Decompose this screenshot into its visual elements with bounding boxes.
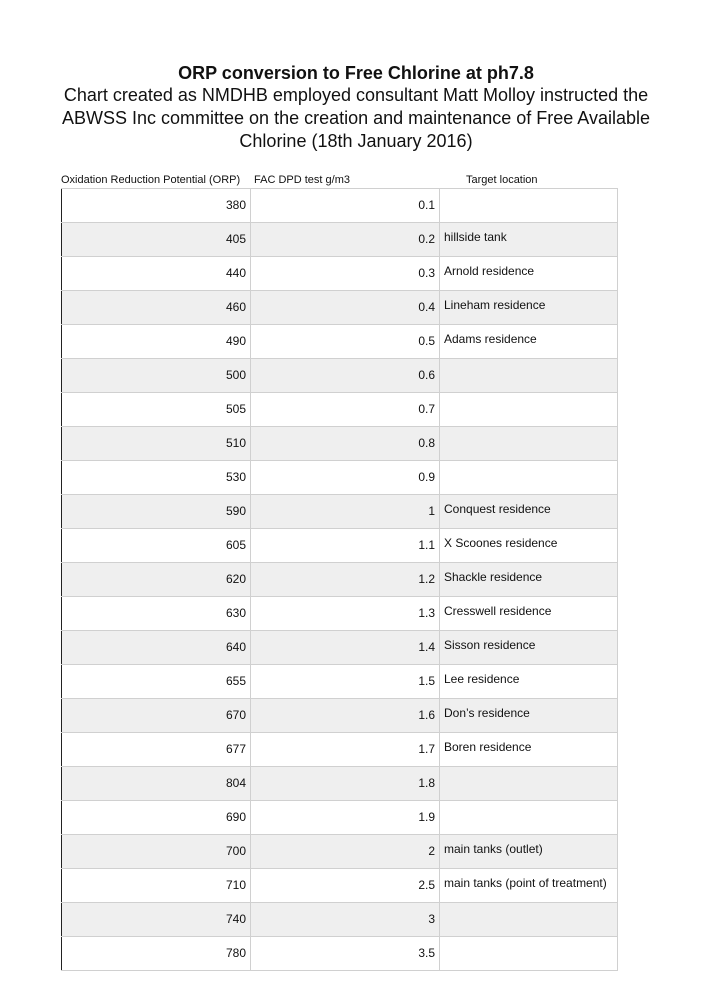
orp-cell: [62, 257, 251, 291]
orp-cell: [62, 767, 251, 801]
orp-cell: [62, 461, 251, 495]
orp-cell: [62, 325, 251, 359]
fac-cell-text: 0.4: [418, 300, 435, 314]
fac-cell-text: 1: [428, 504, 435, 518]
fac-cell-text: 1.9: [418, 810, 435, 824]
location-cell: [440, 903, 618, 937]
table-row: [62, 767, 618, 801]
fac-cell: [251, 699, 440, 733]
fac-cell: [251, 393, 440, 427]
fac-cell: [251, 563, 440, 597]
table-row: [62, 495, 618, 529]
fac-cell-text: 0.5: [418, 334, 435, 348]
location-cell: [440, 291, 618, 325]
table-row: [62, 325, 618, 359]
orp-cell-text: 710: [225, 878, 246, 892]
fac-cell-text: 0.1: [418, 198, 435, 212]
fac-cell-text: 1.7: [418, 742, 435, 756]
orp-cell: [62, 597, 251, 631]
table-row: [62, 291, 618, 325]
orp-cell-text: 677: [225, 742, 246, 756]
location-cell-text: Cresswell residence: [444, 604, 552, 618]
fac-cell: [251, 291, 440, 325]
orp-cell: [62, 835, 251, 869]
orp-cell: [62, 665, 251, 699]
location-cell-text: Lineham residence: [444, 298, 546, 312]
table-row: [62, 631, 618, 665]
location-cell-text: Conquest residence: [444, 502, 551, 516]
fac-cell: [251, 495, 440, 529]
fac-cell: [251, 665, 440, 699]
orp-cell: [62, 359, 251, 393]
fac-cell: [251, 903, 440, 937]
orp-cell-text: 605: [225, 538, 246, 552]
fac-cell: [251, 427, 440, 461]
orp-cell-text: 380: [225, 198, 246, 212]
fac-cell-text: 3.5: [418, 946, 435, 960]
location-cell: [440, 359, 618, 393]
fac-cell: [251, 359, 440, 393]
fac-cell: [251, 223, 440, 257]
fac-cell: [251, 189, 440, 223]
fac-cell-text: 2.5: [418, 878, 435, 892]
orp-cell-text: 670: [225, 708, 246, 722]
orp-cell-text: 505: [225, 402, 246, 416]
location-cell-text: main tanks (point of treatment): [444, 876, 607, 890]
table-row: [62, 359, 618, 393]
header-orp: Oxidation Reduction Potential (ORP): [61, 174, 241, 186]
fac-cell-text: 1.8: [418, 776, 435, 790]
location-cell: [440, 427, 618, 461]
location-cell: [440, 801, 618, 835]
location-cell: [440, 189, 618, 223]
location-cell: [440, 699, 618, 733]
fac-cell: [251, 835, 440, 869]
fac-cell: [251, 257, 440, 291]
fac-cell-text: 1.1: [418, 538, 435, 552]
fac-cell-text: 1.2: [418, 572, 435, 586]
location-cell: [440, 835, 618, 869]
fac-cell-text: 1.3: [418, 606, 435, 620]
fac-cell-text: 3: [428, 912, 435, 926]
conversion-table: [61, 188, 618, 971]
fac-cell-text: 0.8: [418, 436, 435, 450]
orp-cell: [62, 563, 251, 597]
location-cell: [440, 529, 618, 563]
fac-cell-text: 1.6: [418, 708, 435, 722]
fac-cell-text: 0.3: [418, 266, 435, 280]
location-cell-text: Lee residence: [444, 672, 520, 686]
orp-cell-text: 405: [225, 232, 246, 246]
orp-cell: [62, 733, 251, 767]
orp-cell-text: 700: [225, 844, 246, 858]
orp-cell: [62, 801, 251, 835]
fac-cell: [251, 597, 440, 631]
location-cell-text: Arnold residence: [444, 264, 535, 278]
location-cell: [440, 563, 618, 597]
table-row: [62, 903, 618, 937]
orp-cell: [62, 903, 251, 937]
table-row: [62, 223, 618, 257]
orp-cell-text: 620: [225, 572, 246, 586]
orp-cell-text: 655: [225, 674, 246, 688]
location-cell-text: Boren residence: [444, 740, 532, 754]
table-row: [62, 427, 618, 461]
location-cell: [440, 937, 618, 971]
orp-cell-text: 780: [225, 946, 246, 960]
header-location: Target location: [466, 174, 538, 186]
orp-cell-text: 690: [225, 810, 246, 824]
location-cell: [440, 325, 618, 359]
orp-cell-text: 460: [225, 300, 246, 314]
fac-cell: [251, 325, 440, 359]
table-row: [62, 393, 618, 427]
table-row: [62, 597, 618, 631]
fac-cell-text: 0.2: [418, 232, 435, 246]
table-row: [62, 733, 618, 767]
location-cell-text: Don’s residence: [444, 706, 530, 720]
table-row: [62, 529, 618, 563]
table-row: [62, 937, 618, 971]
table-row: [62, 801, 618, 835]
fac-cell: [251, 733, 440, 767]
location-cell: [440, 461, 618, 495]
table-row: [62, 835, 618, 869]
table-row: [62, 665, 618, 699]
location-cell-text: X Scoones residence: [444, 536, 558, 550]
orp-cell: [62, 291, 251, 325]
orp-cell: [62, 631, 251, 665]
location-cell: [440, 631, 618, 665]
table-row: [62, 563, 618, 597]
title-block: [0, 62, 712, 153]
location-cell-text: Adams residence: [444, 332, 537, 346]
orp-cell: [62, 189, 251, 223]
location-cell-text: hillside tank: [444, 230, 507, 244]
fac-cell: [251, 767, 440, 801]
location-cell: [440, 869, 618, 903]
fac-cell-text: 0.9: [418, 470, 435, 484]
location-cell-text: Sisson residence: [444, 638, 536, 652]
fac-cell: [251, 529, 440, 563]
fac-cell: [251, 937, 440, 971]
orp-cell-text: 804: [225, 776, 246, 790]
orp-cell: [62, 393, 251, 427]
fac-cell-text: 1.5: [418, 674, 435, 688]
orp-cell: [62, 529, 251, 563]
orp-cell: [62, 869, 251, 903]
orp-cell-text: 640: [225, 640, 246, 654]
fac-cell-text: 0.7: [418, 402, 435, 416]
table-row: [62, 699, 618, 733]
orp-cell-text: 510: [225, 436, 246, 450]
orp-cell-text: 630: [225, 606, 246, 620]
fac-cell: [251, 801, 440, 835]
location-cell-text: main tanks (outlet): [444, 842, 543, 856]
orp-cell: [62, 427, 251, 461]
orp-cell-text: 490: [225, 334, 246, 348]
fac-cell-text: 0.6: [418, 368, 435, 382]
table-row: [62, 189, 618, 223]
page-subtitle: Chart created as NMDHB employed consultant Matt Molloy instructed the ABWSS Inc committee on the creation and maintenance of Free Available Chlorine (18th January 2016): [62, 85, 650, 151]
header-fac: FAC DPD test g/m3: [254, 174, 350, 186]
location-cell: [440, 495, 618, 529]
orp-cell: [62, 699, 251, 733]
location-cell: [440, 665, 618, 699]
orp-cell: [62, 495, 251, 529]
page-title: ORP conversion to Free Chlorine at ph7.8: [178, 63, 534, 83]
fac-cell: [251, 869, 440, 903]
orp-cell: [62, 937, 251, 971]
orp-cell-text: 440: [225, 266, 246, 280]
orp-cell-text: 530: [225, 470, 246, 484]
table-row: [62, 257, 618, 291]
orp-cell: [62, 223, 251, 257]
location-cell: [440, 733, 618, 767]
fac-cell: [251, 461, 440, 495]
orp-cell-text: 740: [225, 912, 246, 926]
orp-cell-text: 590: [225, 504, 246, 518]
table-row: [62, 869, 618, 903]
location-cell: [440, 597, 618, 631]
location-cell: [440, 223, 618, 257]
location-cell: [440, 767, 618, 801]
fac-cell-text: 1.4: [418, 640, 435, 654]
table-row: [62, 461, 618, 495]
location-cell: [440, 257, 618, 291]
fac-cell: [251, 631, 440, 665]
location-cell: [440, 393, 618, 427]
fac-cell-text: 2: [428, 844, 435, 858]
orp-cell-text: 500: [225, 368, 246, 382]
location-cell-text: Shackle residence: [444, 570, 543, 584]
